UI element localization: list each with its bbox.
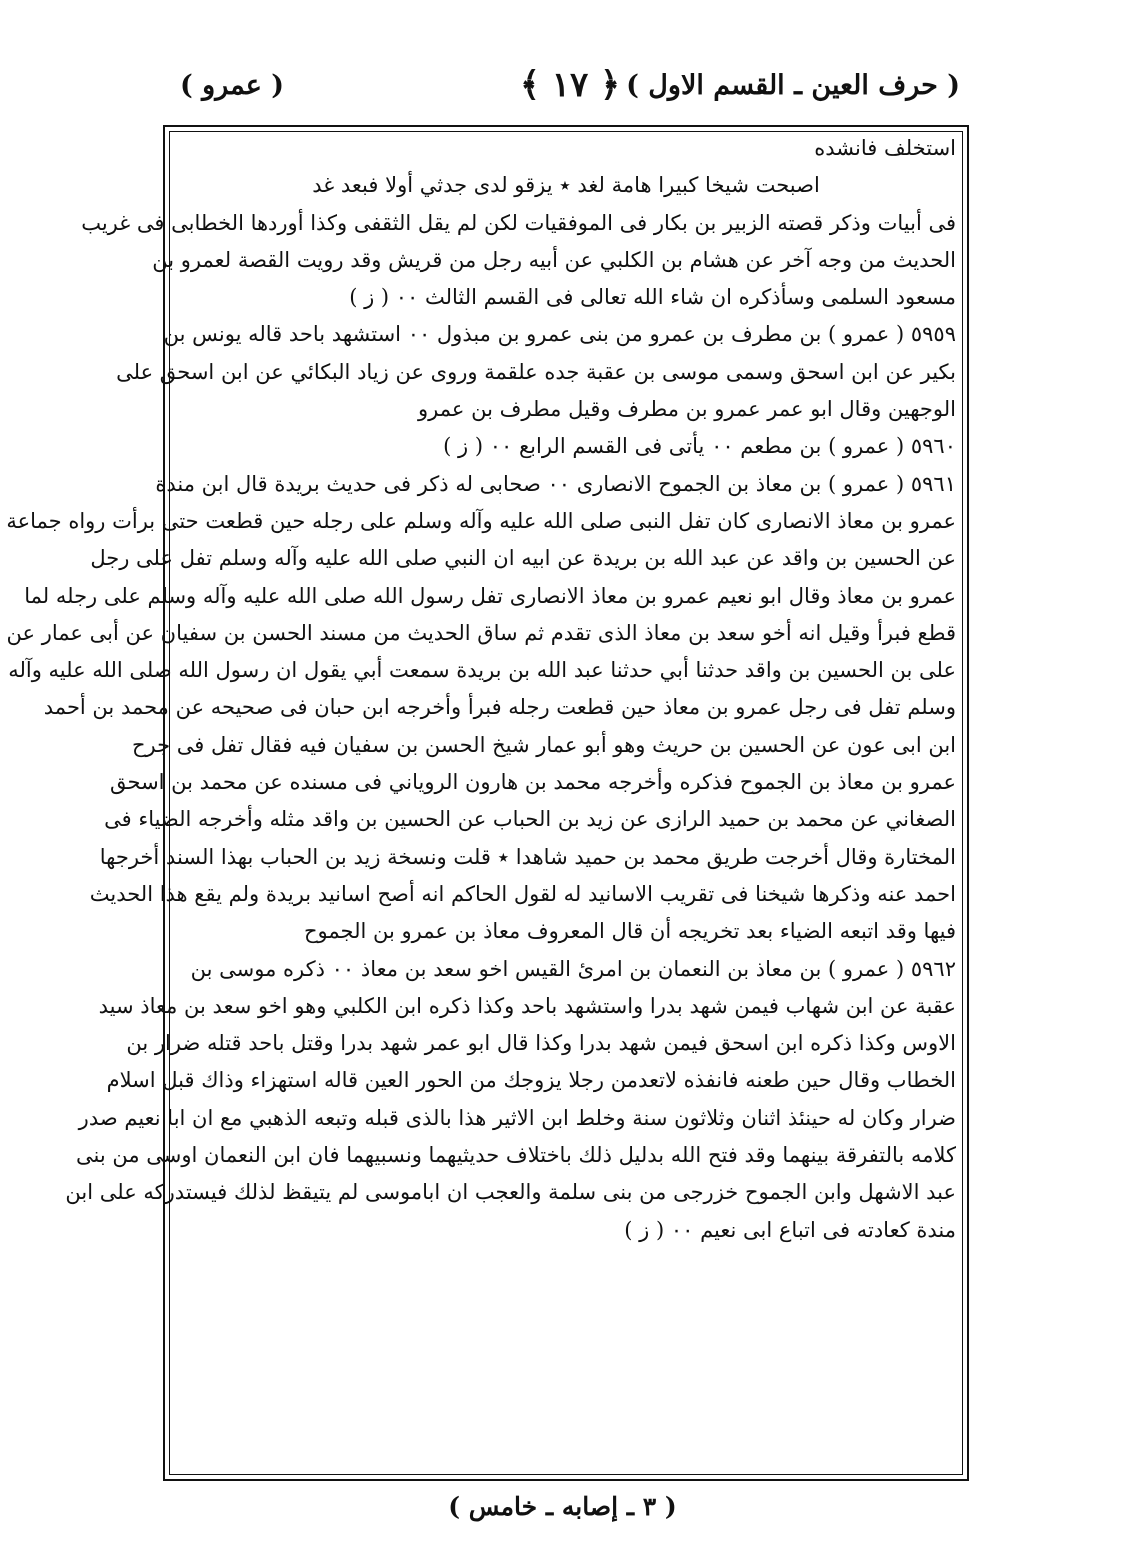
text-line: عبد الاشهل وابن الجموح خزرجى من بنى سلمة والعجب ان اباموسى لم يتيقظ لذلك فيستدركه على ابن (65, 1180, 956, 1205)
entry-5961-start: ٥٩٦١ ( عمرو ) بن معاذ بن الجموح الانصارى ٠٠ صحابى له ذكر فى حديث بريدة قال ابن مندة (155, 471, 956, 496)
text-line: الخطاب وقال حين طعنه فانفذه لاتعدمن رجلا يزوجك من الحور العين قاله استهزاء وذاك قبل اسلام (106, 1068, 956, 1093)
header-chapter-title: ( حرف العين ـ القسم الاول ) (626, 70, 960, 101)
text-line: بكير عن ابن اسحق وسمى موسى بن عقبة جده علقمة وروى عن زياد البكائي عن ابن اسحق على (116, 359, 956, 384)
text-line: قطع فبرأ وقيل انه أخو سعد بن معاذ الذى تقدم ثم ساق الحديث من مسند الحسن بن سفيان عن أبى عمار عن (6, 620, 956, 645)
entry-5959-start: ٥٩٥٩ ( عمرو ) بن مطرف بن عمرو من بنى عمرو بن مبذول ٠٠ استشهد باحد قاله يونس بن (163, 322, 956, 347)
text-line: ابن ابى عون عن الحسين بن حريث وهو أبو عمار شيخ الحسن بن سفيان فيه فقال تفل فى جرح (131, 732, 956, 757)
text-line: الصغاني عن محمد بن حميد الرازى عن زيد بن الحباب عن الحسين بن واقد مثله وأخرجه الضياء فى (104, 807, 956, 832)
text-line: عمرو بن معاذ وقال ابو نعيم عمرو بن معاذ الانصارى تفل رسول الله صلى الله عليه وآله وسلم على رجله لما (24, 583, 956, 608)
running-header (180, 64, 960, 120)
text-line: الحديث من وجه آخر عن هشام بن الكلبي عن أبيه رجل من قريش وقد رويت القصة لعمرو بن (152, 247, 956, 272)
text-line: ضرار وكان له حينئذ اثنان وثلاثون سنة وخلط ابن الاثير هذا بالذى قبله وتبعه الذهبي مع ان ابا نعيم صدر (78, 1105, 956, 1130)
entry-5960-start: ٥٩٦٠ ( عمرو ) بن مطعم ٠٠ يأتى فى القسم الرابع ٠٠ ( ز ) (443, 434, 956, 459)
text-line: وسلم تفل فى رجل عمرو بن معاذ حين قطعت رجله فبرأ وأخرجه ابن حبان فى صحيحه عن محمد بن أحمد (43, 695, 956, 720)
text-line: كلامه بالتفرقة بينهما وقد فتح الله بدليل ذلك باختلاف حديثيهما ونسبيهما فان ابن النعمان اوسى من بنى (76, 1143, 956, 1168)
text-line: فى أبيات وذكر قصته الزبير بن بكار فى الموفقيات لكن لم يقل الثقفى وكذا أوردها الخطابى فى غريب (81, 210, 956, 235)
text-line: عقبة عن ابن شهاب فيمن شهد بدرا واستشهد باحد وكذا ذكره ابن الكلبي وهو اخو سعد بن معاذ سيد (98, 993, 956, 1018)
text-line: عن الحسين بن واقد عن عبد الله بن بريدة عن ابيه ان النبي صلى الله عليه وآله وسلم تفل على رجل (90, 546, 956, 571)
text-line: المختارة وقال أخرجت طريق محمد بن حميد شاهدا ٭ قلت ونسخة زيد بن الحباب بهذا السند أخرجها (99, 844, 956, 869)
verse-line: اصبحت شيخا كبيرا هامة لغد ٭ يزقو لدى جدثي أولا فبعد غد (312, 173, 820, 198)
text-line: استخلف فانشده (814, 136, 956, 160)
body-text (6, 130, 956, 1249)
text-line: عمرو بن معاذ بن الجموح فذكره وأخرجه محمد بن هارون الروياني فى مسنده عن محمد بن اسحق (110, 770, 956, 795)
text-line: فيها وقد اتبعه الضياء بعد تخريجه أن قال المعروف معاذ بن عمرو بن الجموح (303, 919, 956, 944)
text-line: الاوس وكذا ذكره ابن اسحق فيمن شهد بدرا وكذا قال ابو عمر شهد بدرا وقتل باحد قتله ضرار بن (126, 1031, 956, 1056)
header-entry-name: ( عمرو ) (180, 70, 285, 101)
text-line: مسعود السلمى وسأذكره ان شاء الله تعالى فى القسم الثالث ٠٠ ( ز ) (349, 285, 956, 310)
footer-signature: ( ٣ ـ إصابه ـ خامس ) (448, 1492, 677, 1521)
text-line: الوجهين وقال ابو عمر عمرو بن مطرف وقيل مطرف بن عمرو (418, 397, 956, 422)
entry-5962-start: ٥٩٦٢ ( عمرو ) بن معاذ بن النعمان بن امرئ القيس اخو سعد بن معاذ ٠٠ ذكره موسى بن (190, 956, 956, 981)
text-line: احمد عنه وذكرها شيخنا فى تقريب الاسانيد له لقول الحاكم انه أصح اسانيد بريدة ولم يقع هذا الحديث (89, 881, 956, 906)
text-line: مندة كعادته فى اتباع ابى نعيم ٠٠ ( ز ) (624, 1217, 956, 1242)
text-line: على بن الحسين بن واقد حدثنا أبي حدثنا عبد الله بن بريدة سمعت أبي يقول ان رسول الله صلى الله عليه وآله (8, 658, 956, 683)
page-number: ﴿ ١٧ ﴾ (519, 65, 621, 105)
text-line: عمرو بن معاذ الانصارى كان تفل النبى صلى الله عليه وآله وسلم على رجله حين قطعت حتى برأت رواه جماعة (6, 508, 956, 533)
